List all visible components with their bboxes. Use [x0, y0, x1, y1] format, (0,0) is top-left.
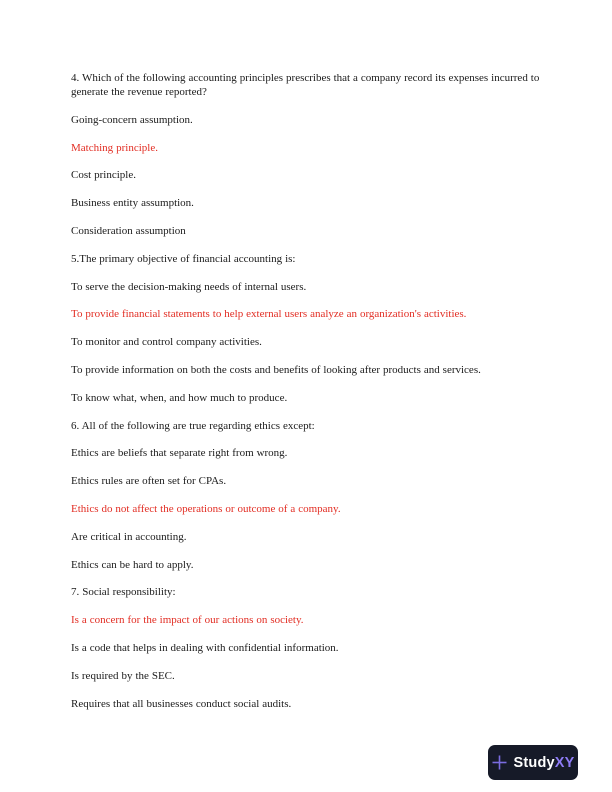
answer-option: To know what, when, and how much to produce. — [71, 391, 288, 404]
question-text: 7. Social responsibility: — [71, 586, 176, 599]
brand-prefix: Study — [513, 754, 555, 771]
answer-option: Cost principle. — [71, 169, 136, 182]
question-text: 4. Which of the following accounting principles prescribes that a company record its expenses incurred to generate the revenue reported? — [71, 72, 540, 98]
studyxy-watermark-badge — [488, 745, 578, 780]
answer-option: Ethics can be hard to apply. — [71, 558, 194, 571]
question-text: 5.The primary objective of financial accounting is: — [71, 252, 296, 265]
answer-option: Is a code that helps in dealing with confidential information. — [71, 641, 339, 654]
answer-option: To monitor and control company activities. — [71, 336, 262, 349]
brand-suffix: XY — [554, 754, 575, 771]
plus-icon — [491, 754, 508, 771]
question-text: 6. All of the following are true regarding ethics except: — [71, 419, 315, 432]
answer-option: To serve the decision-making needs of internal users. — [71, 280, 307, 293]
answer-option: Consideration assumption — [71, 224, 186, 237]
answer-option: To provide financial statements to help external users analyze an organization's activities. — [71, 308, 467, 321]
answer-option: To provide information on both the costs and benefits of looking after products and services. — [71, 363, 481, 376]
quiz-text-body — [71, 71, 545, 724]
answer-option: Ethics do not affect the operations or outcome of a company. — [71, 502, 341, 515]
answer-option: Going-concern assumption. — [71, 113, 193, 126]
answer-option: Requires that all businesses conduct social audits. — [71, 697, 292, 710]
brand-wordmark — [513, 755, 574, 771]
answer-option: Business entity assumption. — [71, 197, 194, 210]
answer-option: Ethics rules are often set for CPAs. — [71, 475, 227, 488]
answer-option: Matching principle. — [71, 141, 158, 154]
answer-option: Is a concern for the impact of our actions on society. — [71, 614, 304, 627]
answer-option: Is required by the SEC. — [71, 669, 175, 682]
answer-option: Are critical in accounting. — [71, 530, 187, 543]
answer-option: Ethics are beliefs that separate right from wrong. — [71, 447, 288, 460]
